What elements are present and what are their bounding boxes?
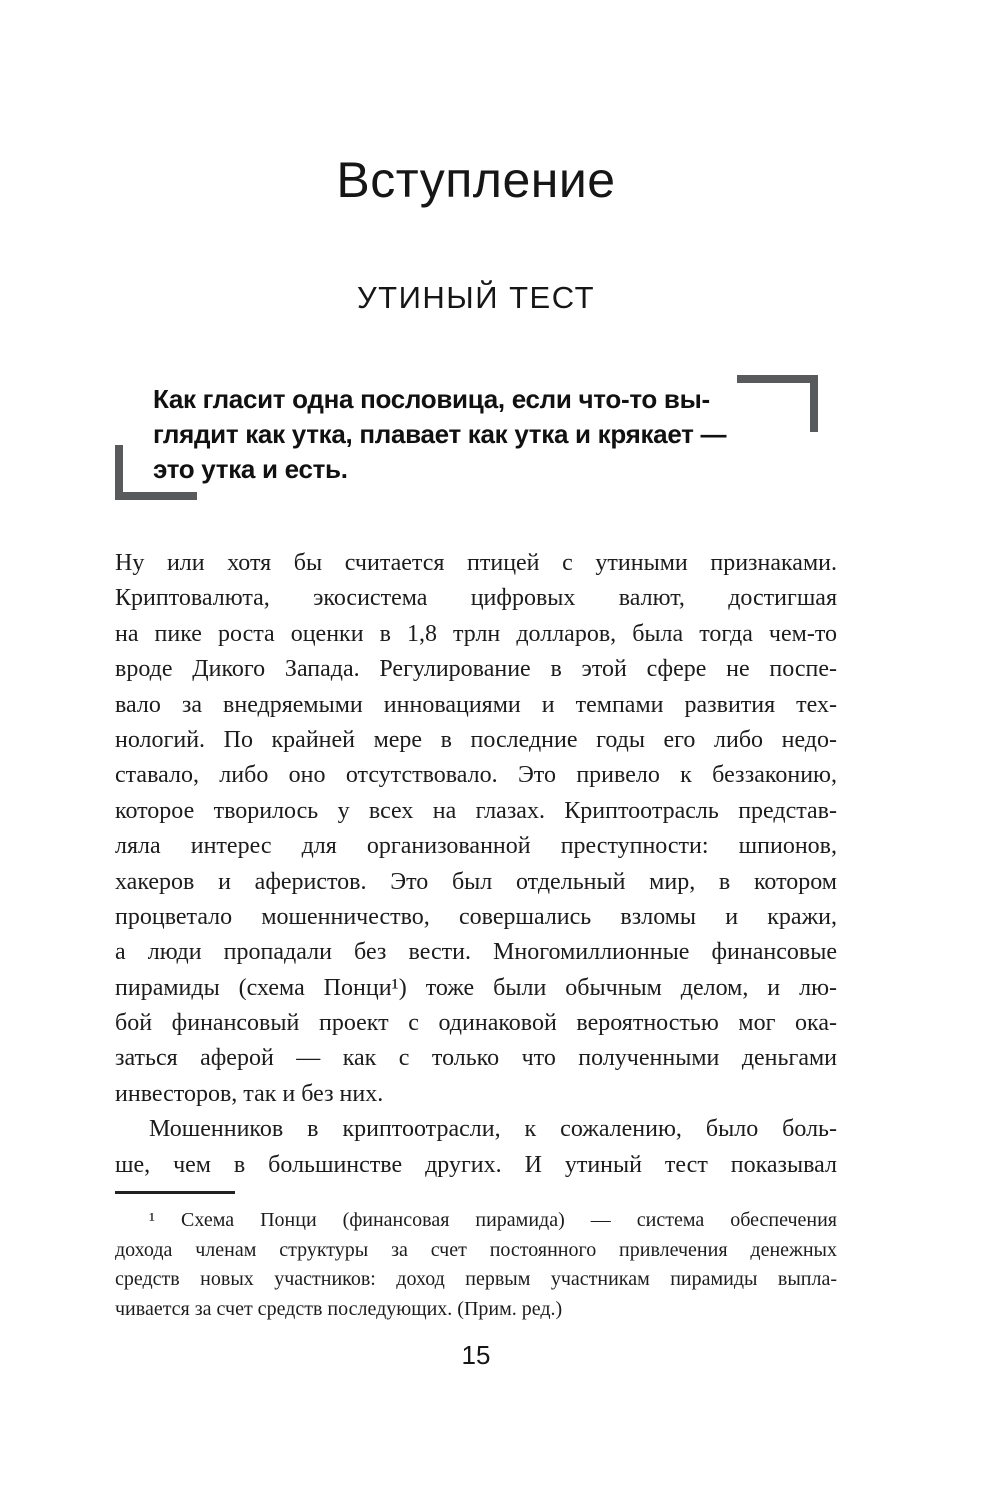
text-line: Мошенников в криптоотрасли, к сожалению, было боль- — [149, 1116, 837, 1143]
text-line: глядит как утка, плавает как утка и крякает — — [153, 419, 727, 449]
text-line: на пике роста оценки в 1,8 трлн долларов, была тогда чем-то — [115, 620, 837, 647]
text-line: а люди пропадали без вести. Многомиллионные финансовые — [115, 939, 837, 966]
text-line: инвесторов, так и без них. — [115, 1080, 384, 1107]
section-title: УТИНЫЙ ТЕСТ — [356, 280, 596, 315]
text-line: нологий. По крайней мере в последние годы его либо недо- — [115, 726, 837, 753]
epigraph — [115, 375, 837, 507]
text-line: Ну или хотя бы считается птицей с утиными признаками. — [115, 550, 837, 576]
text-line: ¹ Схема Понци (финансовая пирамида) — система обеспечения — [149, 1209, 837, 1231]
text-line: процветало мошенничество, совершались взломы и кражи, — [115, 903, 837, 930]
footnote-divider — [115, 1191, 235, 1194]
chapter-title: Вступление — [336, 152, 616, 208]
text-line: вроде Дикого Запада. Регулирование в этой сфере не поспе- — [115, 656, 837, 683]
text-line: Как гласит одна пословица, если что-то вы- — [153, 384, 710, 414]
page-number: 15 — [461, 1340, 491, 1370]
text-line: пирамиды (схема Понци¹) тоже были обычным делом, и лю- — [115, 974, 837, 1001]
text-line: это утка и есть. — [153, 454, 348, 484]
text-line: ставало, либо оно отсутствовало. Это привело к беззаконию, — [115, 762, 837, 789]
epigraph-text — [153, 382, 799, 487]
text-line: вало за внедряемыми инновациями и темпами развития тех- — [115, 691, 837, 718]
text-line: дохода членам структуры за счет постоянного привлечения денежных — [115, 1238, 837, 1261]
text-line: бой финансовый проект с одинаковой вероятностью мог ока- — [115, 1010, 837, 1037]
footnote-text — [115, 1206, 837, 1324]
text-line: Криптовалюта, экосистема цифровых валют, достигшая — [115, 585, 837, 612]
body-text — [115, 546, 837, 1183]
text-line: средств новых участников: доход первым участникам пирамиды выпла- — [115, 1268, 837, 1291]
text-line: ше, чем в большинстве других. И утиный тест показывал — [115, 1151, 837, 1178]
text-line: ляла интерес для организованной преступности: шпионов, — [115, 833, 837, 860]
text-line: хакеров и аферистов. Это был отдельный мир, в котором — [115, 868, 837, 895]
text-line: которое творилось у всех на глазах. Криптоотрасль представ- — [115, 797, 837, 824]
text-line: чивается за счет средств последующих. (Прим. ред.) — [115, 1297, 563, 1320]
text-line: заться аферой — как с только что полученными деньгами — [115, 1045, 837, 1072]
